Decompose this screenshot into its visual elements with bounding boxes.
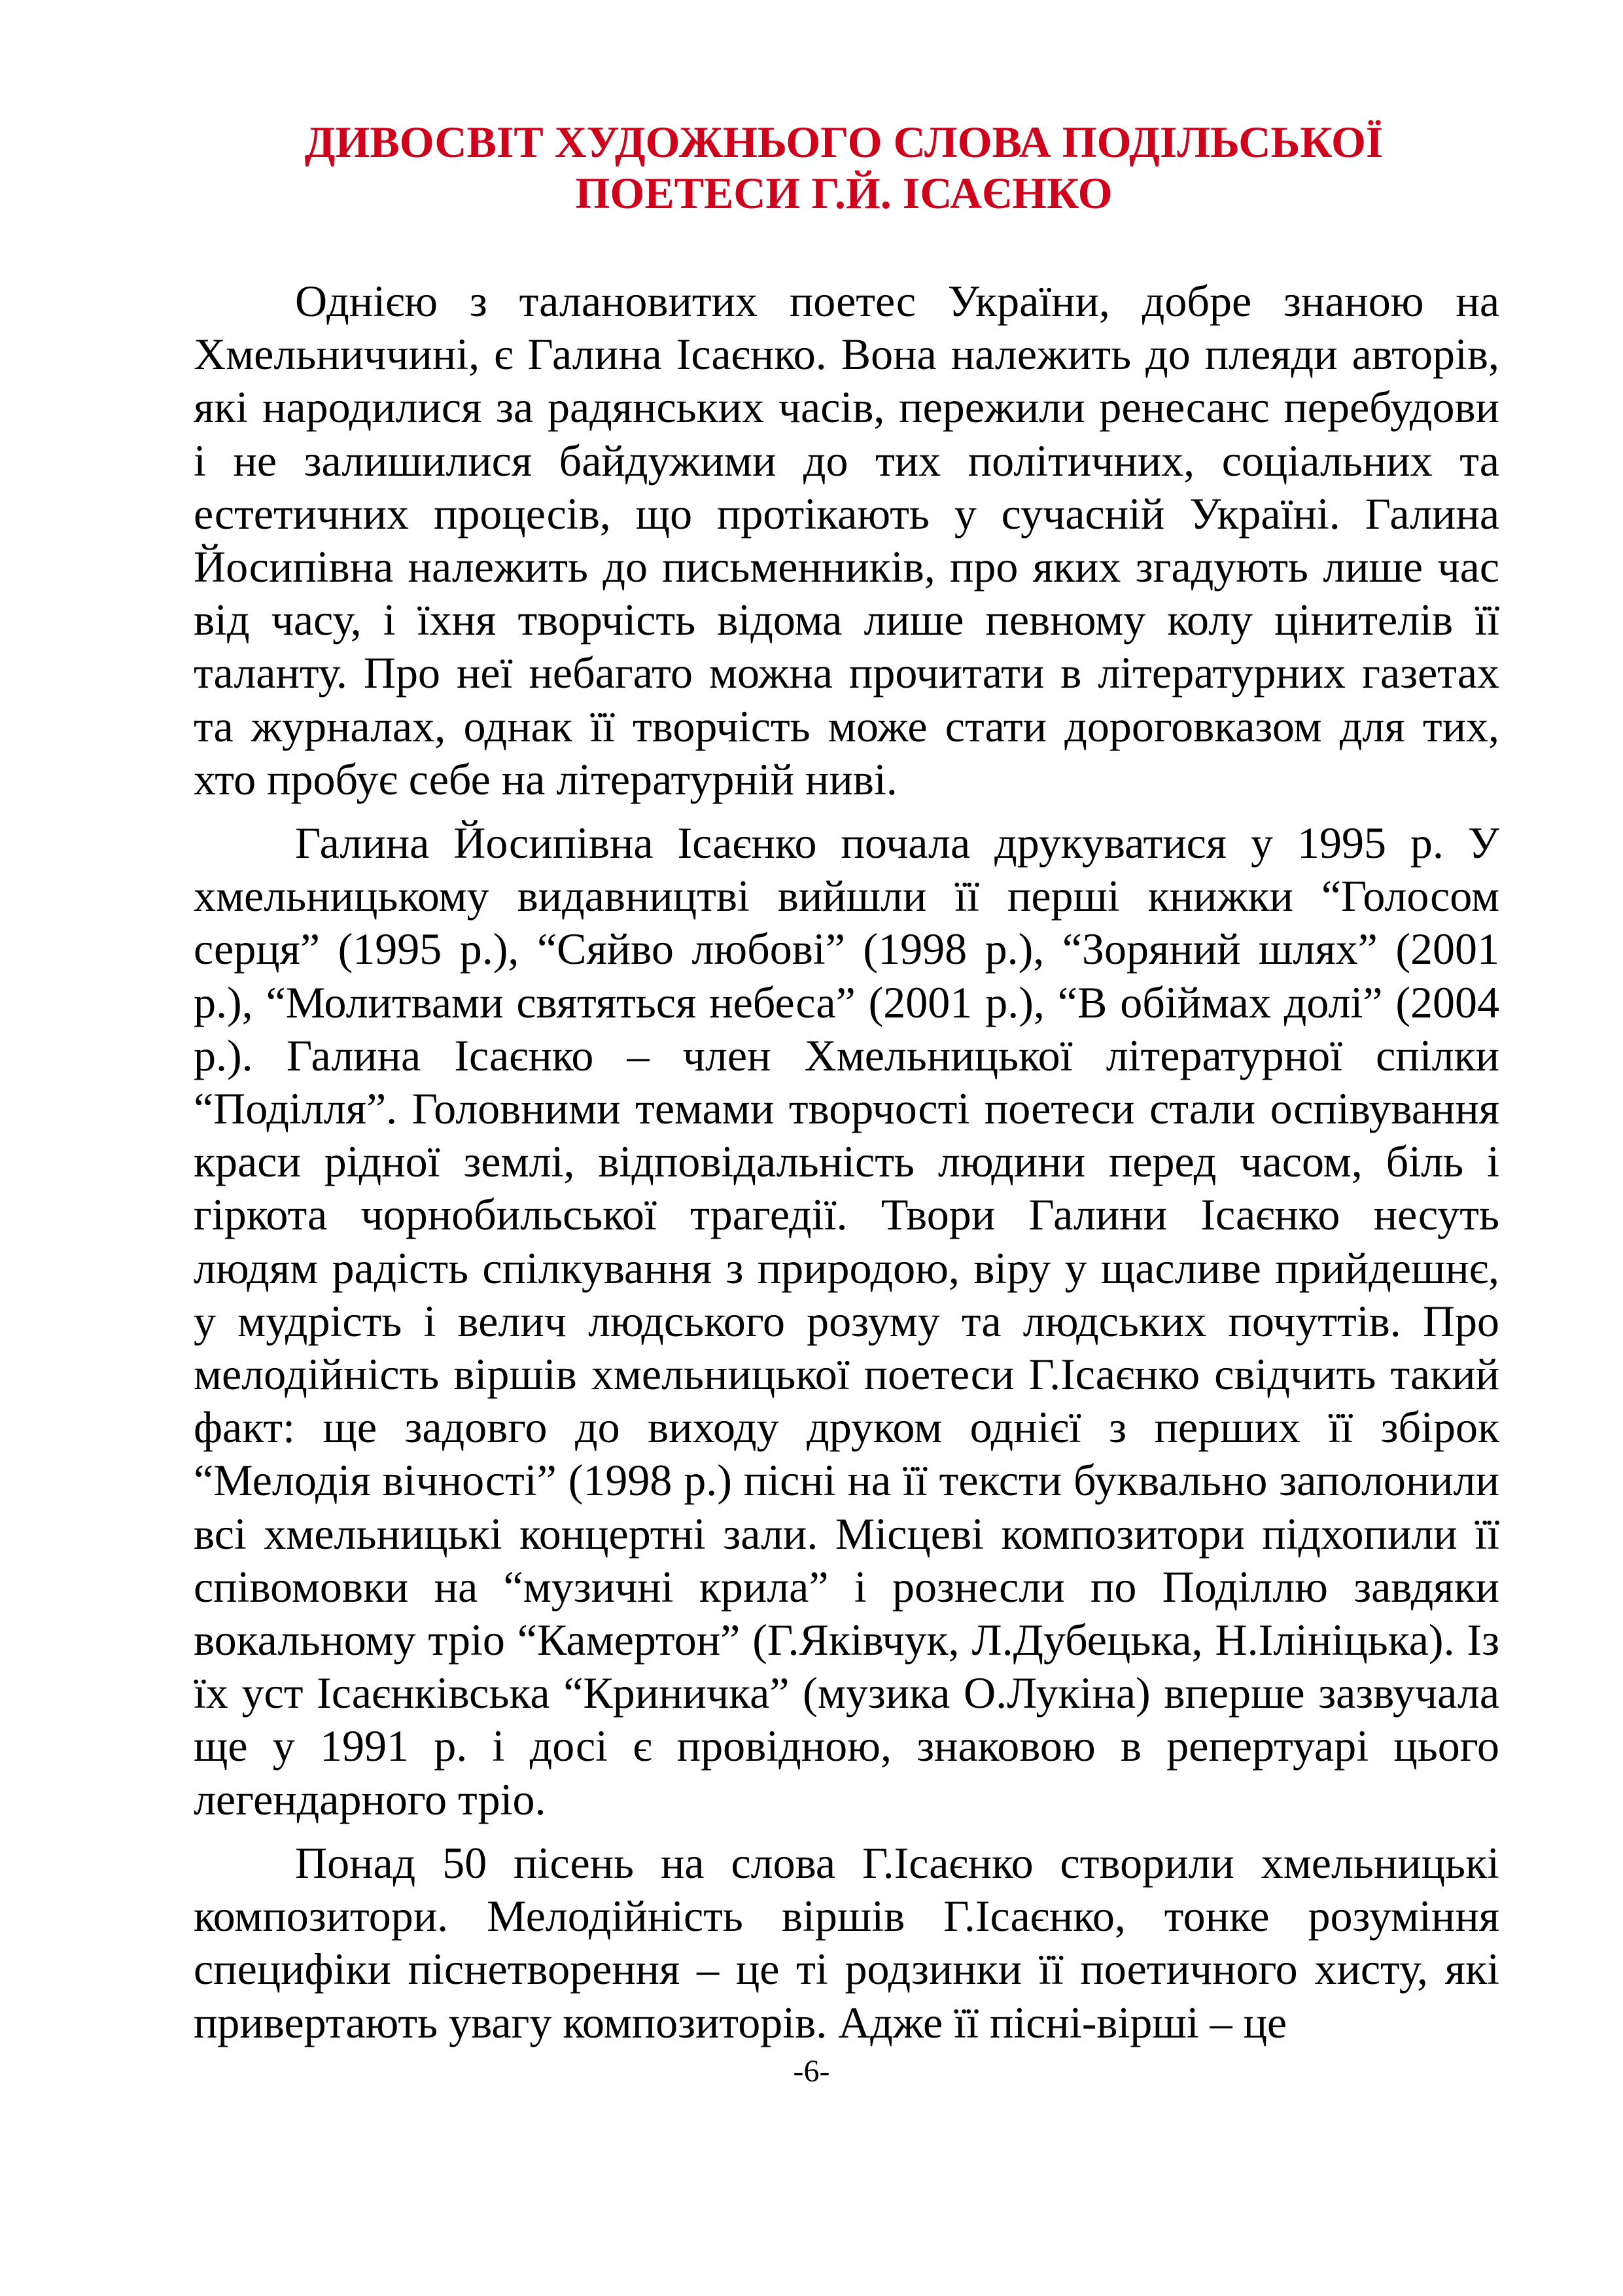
paragraph-1: Однією з талановитих поетес України, добре знаною на Хмельниччині, є Галина Ісаєнко. Вона належить до плеяди авторів, які народилися за радянських часів, пережили ренесанс перебудови і не залишилися байдужими до тих політичних, соціальних та естетичних процесів, що протікають у сучасній Україні. Галина Йосипівна належить до письменників, про яких згадують лише час від часу, і їхня творчість відома лише певному колу цінителів її таланту. Про неї небагато можна прочитати в літературних газетах та журналах, однак її творчість може стати дороговказом для тих, хто пробує себе на літературній ниві. bbox=[194, 276, 1499, 804]
paragraph-3: Понад 50 пісень на слова Г.Ісаєнко створили хмельницькі композитори. Мелодійність віршів Г.Ісаєнко, тонке розуміння специфіки піснетворення – це ті родзинки її поетичного хисту, які привертають увагу композиторів. Адже її пісні-вірші – це bbox=[194, 1837, 1499, 2047]
page-title bbox=[183, 116, 1505, 219]
title-line-1: ДИВОСВІТ ХУДОЖНЬОГО СЛОВА ПОДІЛЬСЬКОЇ bbox=[304, 117, 1384, 167]
article-body bbox=[194, 275, 1499, 2049]
title-line-2: ПОЕТЕСИ Г.Й. ІСАЄНКО bbox=[575, 168, 1113, 218]
page-number: -6- bbox=[793, 2054, 830, 2089]
paragraph-2: Галина Йосипівна Ісаєнко почала друкуватися у 1995 р. У хмельницькому видавництві вийшли її перші книжки “Голосом серця” (1995 р.), “Сяйво любові” (1998 р.), “Зоряний шлях” (2001 р.), “Молитвами святяться небеса” (2001 р.), “В обіймах долі” (2004 р.). Галина Ісаєнко – член Хмельницької літературної спілки “Поділля”. Головними темами творчості поетеси стали оспівування краси рідної землі, відповідальність людини перед часом, біль і гіркота чорнобильської трагедії. Твори Галини Ісаєнко несуть людям радість спілкування з природою, віру у щасливе прийдешнє, у мудрість і велич людського розуму та людських почуттів. Про мелодійність віршів хмельницької поетеси Г.Ісаєнко свідчить такий факт: ще задовго до виходу друком однієї з перших її збірок “Мелодія вічності” (1998 р.) пісні на її тексти буквально заполонили всі хмельницькі концертні зали. Місцеві композитори підхопили її співомовки на “музичні крила” і рознесли по Поділлю завдяки вокальному тріо “Камертон” (Г.Яківчук, Л.Дубецька, Н.Ілініцька). Із їх уст Ісаєнківська “Криничка” (музика О.Лукіна) вперше зазвучала ще у 1991 р. і досі є провідною, знаковою в репертуарі цього легендарного тріо. bbox=[194, 818, 1499, 1824]
